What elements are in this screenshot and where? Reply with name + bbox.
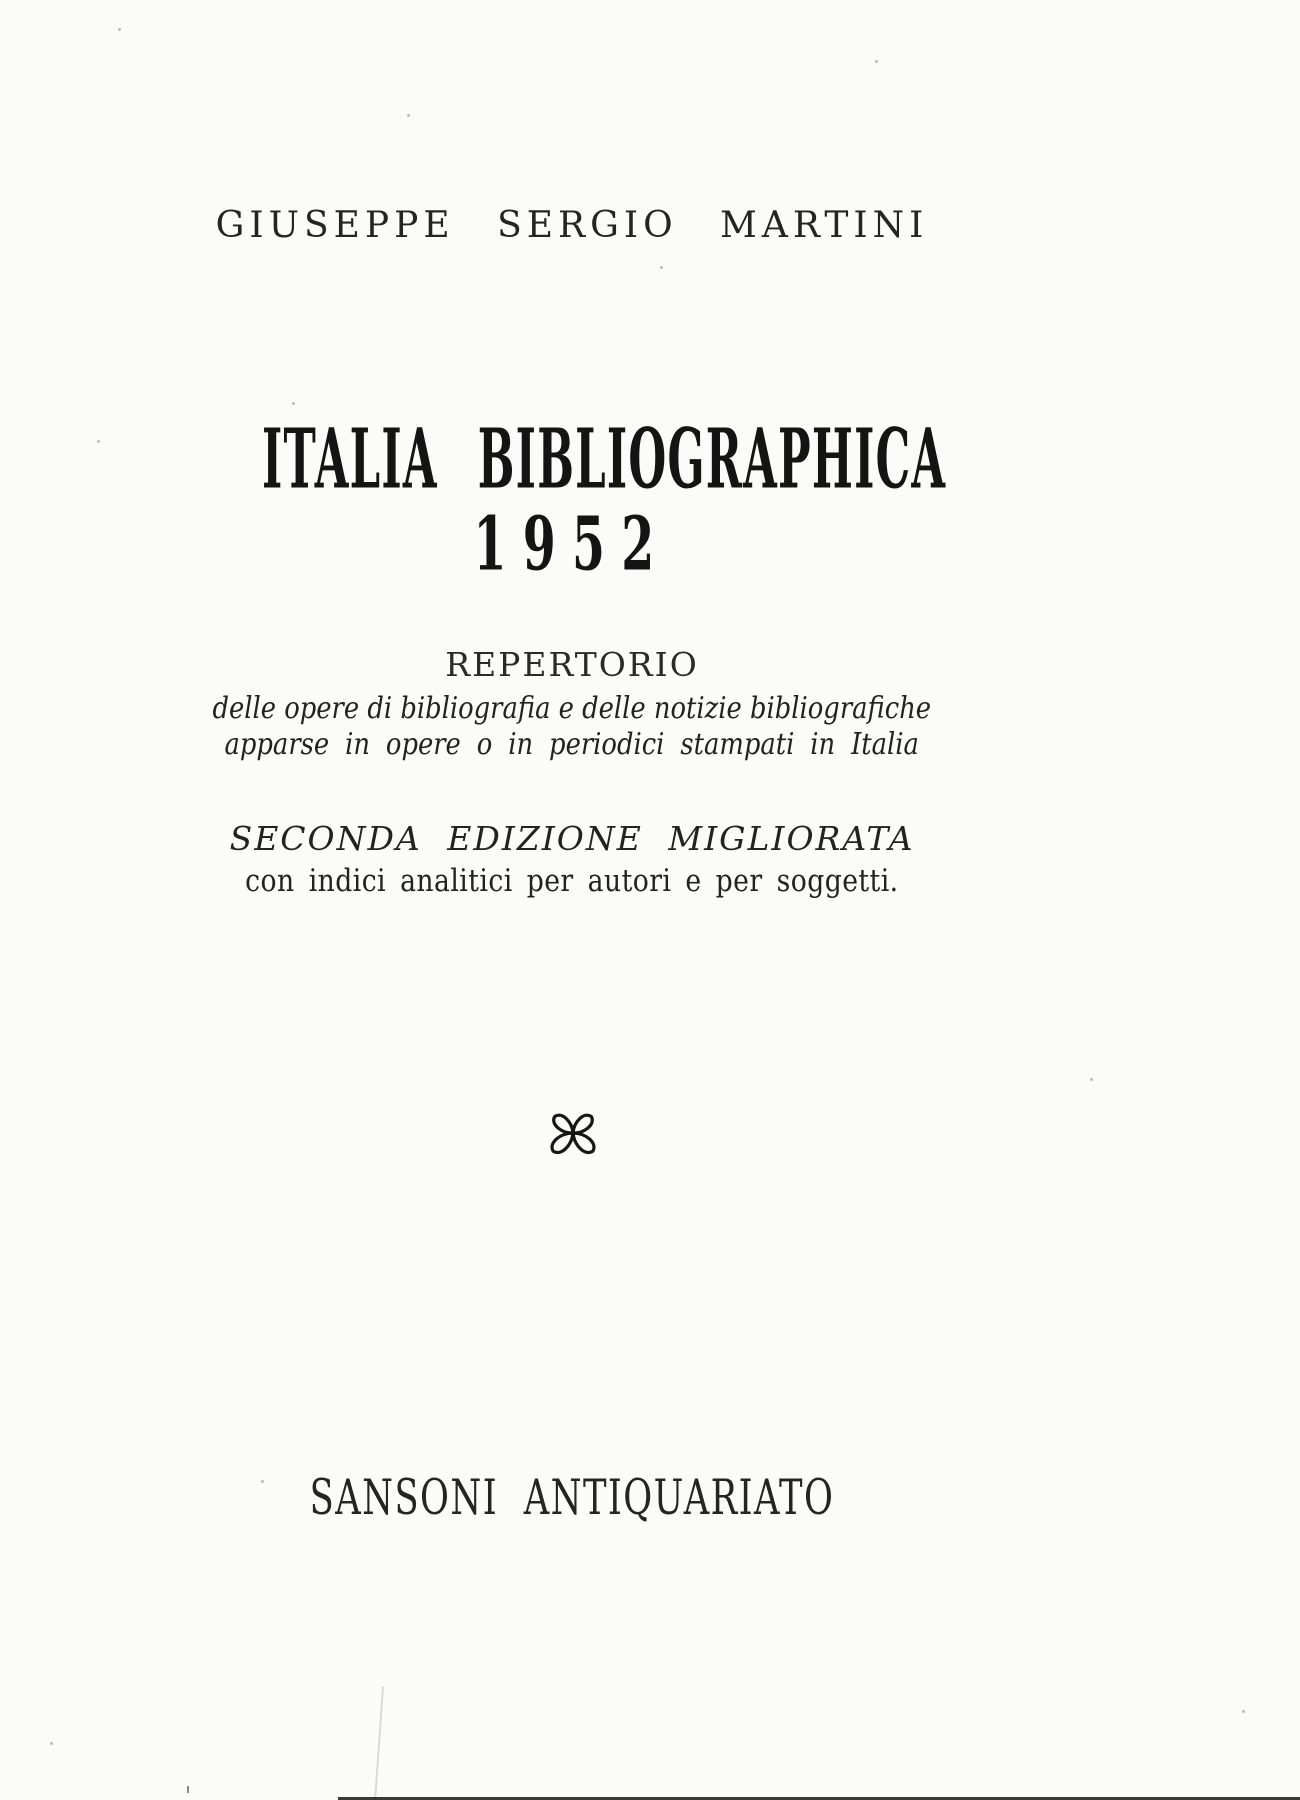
subtitle-line-1 <box>72 691 1072 727</box>
edition-heading: SECONDA EDIZIONE MIGLIORATA <box>229 819 915 858</box>
author-name: GIUSEPPE SERGIO MARTINI <box>215 205 929 246</box>
paper-speck <box>187 1786 189 1793</box>
edition-note-line <box>72 863 1072 900</box>
paper-speck <box>1242 1710 1245 1713</box>
paper-speck <box>97 440 100 443</box>
section-heading: REPERTORIO <box>445 645 699 684</box>
subtitle-text-1: delle opere di bibliografia e delle notizie bibliografiche <box>212 691 932 726</box>
paper-crease <box>374 1686 384 1800</box>
publisher-name: SANSONI ANTIQUARIATO <box>309 1469 835 1526</box>
subtitle-line-2 <box>72 727 1072 763</box>
paper-speck <box>1090 1078 1093 1081</box>
paper-speck <box>118 28 121 31</box>
paper-speck <box>292 402 295 405</box>
paper-speck <box>50 1742 53 1745</box>
book-title: ITALIA BIBLIOGRAPHICA <box>262 409 947 508</box>
book-year: 1952 <box>473 500 671 588</box>
paper-speck <box>407 114 410 117</box>
paper-speck <box>660 266 663 269</box>
subtitle-text-2: apparse in opere o in periodici stampati in Italia <box>224 727 920 762</box>
edition-note-text: con indici analitici per autori e per soggetti. <box>245 863 899 899</box>
four-petal-clover-icon <box>547 1103 599 1161</box>
paper-speck <box>261 1480 264 1483</box>
paper-speck <box>875 60 878 63</box>
